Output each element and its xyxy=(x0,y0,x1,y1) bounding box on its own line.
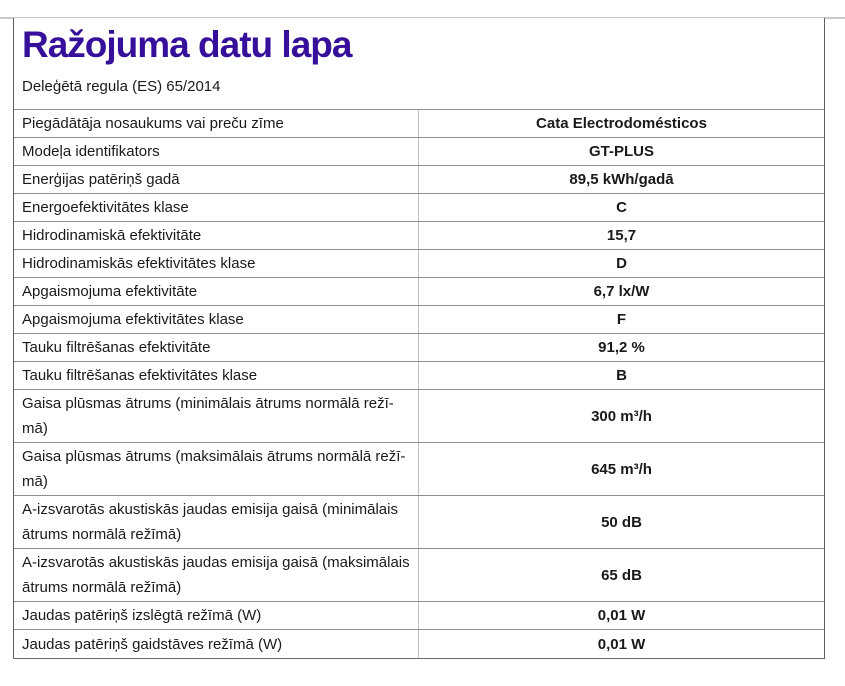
table-row xyxy=(14,362,824,390)
table-row xyxy=(14,194,824,222)
spec-value: 0,01 W xyxy=(597,635,646,653)
spec-label: Modeļa identifikators xyxy=(14,138,419,165)
spec-table xyxy=(14,110,824,658)
spec-label: Jaudas patēriņš gaidstāves režīmā (W) xyxy=(14,630,419,658)
table-row xyxy=(14,250,824,278)
spec-value: GT-PLUS xyxy=(588,143,654,160)
page-subtitle: Deleģētā regula (ES) 65/2014 xyxy=(22,78,221,95)
table-row xyxy=(14,166,824,194)
table-row xyxy=(14,443,824,496)
spec-value: Cata Electrodomésticos xyxy=(536,115,707,132)
table-row xyxy=(14,630,824,658)
spec-label: Gaisa plūsmas ātrums (minimālais ātrums normālā režī- mā) xyxy=(14,390,419,442)
table-row xyxy=(14,496,824,549)
spec-label: Tauku filtrēšanas efektivitāte xyxy=(14,334,419,361)
spec-value: 50 dB xyxy=(601,513,642,531)
spec-label: A-izsvarotās akustiskās jaudas emisija gaisā (minimālais ātrums normālā režīmā) xyxy=(14,496,419,548)
spec-value: C xyxy=(616,199,627,216)
spec-label: Energoefektivitātes klase xyxy=(14,194,419,221)
spec-label: Hidrodinamiskā efektivitāte xyxy=(14,222,419,249)
spec-label: Hidrodinamiskās efektivitātes klase xyxy=(14,250,419,277)
table-row xyxy=(14,138,824,166)
spec-value: 6,7 lx/W xyxy=(593,283,650,300)
spec-label: Gaisa plūsmas ātrums (maksimālais ātrums normālā režī- mā) xyxy=(14,443,419,495)
spec-value: 645 m³/h xyxy=(591,460,652,478)
spec-value: 15,7 xyxy=(606,227,637,244)
product-datasheet xyxy=(13,18,825,659)
spec-label: Piegādātāja nosaukums vai preču zīme xyxy=(14,110,419,137)
table-row xyxy=(14,334,824,362)
spec-value: 65 dB xyxy=(601,566,642,584)
spec-value: B xyxy=(616,367,627,384)
spec-label: A-izsvarotās akustiskās jaudas emisija gaisā (maksimālais ātrums normālā režīmā) xyxy=(14,549,419,601)
spec-value: F xyxy=(616,311,627,328)
page-title: Ražojuma datu lapa xyxy=(22,24,352,65)
spec-label: Apgaismojuma efektivitāte xyxy=(14,278,419,305)
spec-value: D xyxy=(616,255,627,272)
table-row xyxy=(14,278,824,306)
spec-value: 300 m³/h xyxy=(591,407,652,425)
table-row xyxy=(14,306,824,334)
table-row xyxy=(14,549,824,602)
table-row xyxy=(14,602,824,630)
table-row xyxy=(14,222,824,250)
spec-value: 91,2 % xyxy=(598,339,645,356)
spec-label: Jaudas patēriņš izslēgtā režīmā (W) xyxy=(14,602,419,629)
spec-value: 0,01 W xyxy=(597,607,646,624)
spec-label: Apgaismojuma efektivitātes klase xyxy=(14,306,419,333)
spec-label: Enerģijas patēriņš gadā xyxy=(14,166,419,193)
table-row xyxy=(14,390,824,443)
table-row xyxy=(14,110,824,138)
spec-value: 89,5 kWh/gadā xyxy=(569,171,674,188)
datasheet-header xyxy=(14,18,824,110)
spec-label: Tauku filtrēšanas efektivitātes klase xyxy=(14,362,419,389)
